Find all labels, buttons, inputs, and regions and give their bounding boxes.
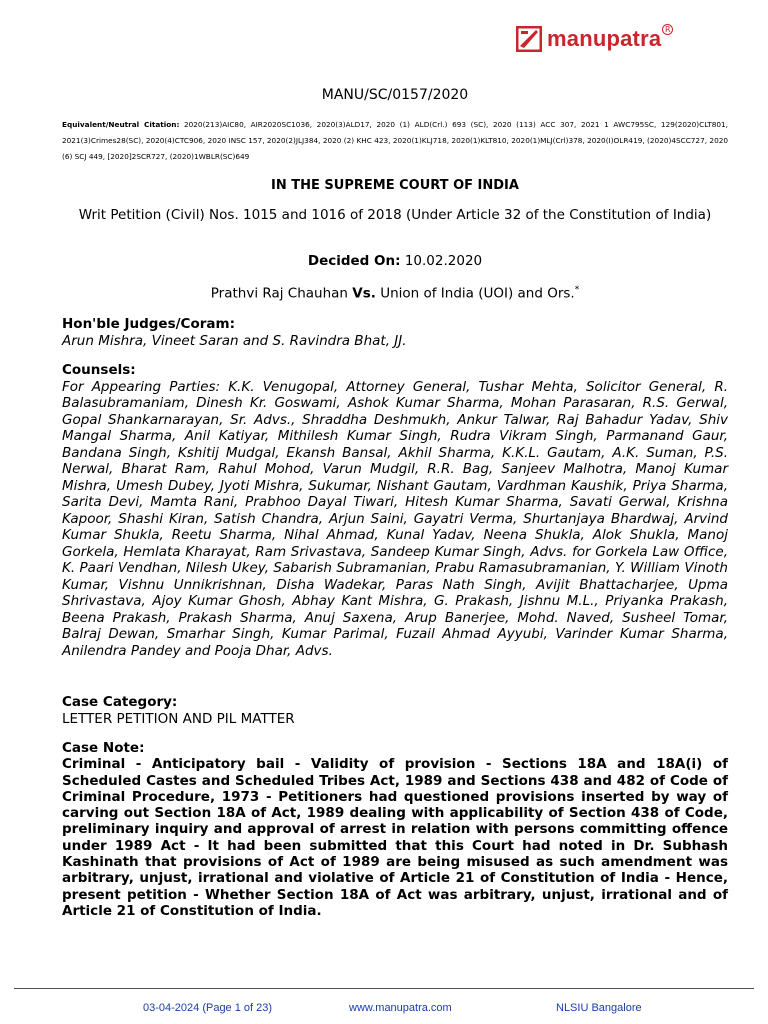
case-note-section [62,740,728,919]
case-parties [62,285,728,302]
footnote-mark: * [574,285,580,295]
court-name: IN THE SUPREME COURT OF INDIA [271,178,519,193]
decided-label: Decided On: [307,253,401,269]
footer-divider [14,988,754,989]
citation-label: Equivalent/Neutral Citation: [62,120,180,129]
judges-heading: Hon'ble Judges/Coram: [62,316,235,332]
citation-text: 2020(213)AIC80, AIR2020SC1036, 2020(3)ALD17, 2020 (1) ALD(Crl.) 693 (SC), 2020 (113) ACC 307, 2021 1 AWC795SC, 129(2020)CLT801, 2021(3)Crimes28(SC), 2020(4)CTC906, 2020 INSC 157, 2020(2)JLJ384, 2020 (2) KHC 423, 2020(1)KLJ718, 2020(1)KLT810, 2020(1)MLJ(Crl)378, 2020(I)OLR419, (2020)4SCC727, 2020 (6) SCJ 449, [2020]2SCR727, (2020)1WBLR(SC)649 [62,120,728,161]
petition-number: Writ Petition (Civil) Nos. 1015 and 1016 of 2018 (Under Article 32 of the Constitution of India) [78,207,712,223]
petitioner: Prathvi Raj Chauhan [210,285,348,302]
footer-website-link[interactable]: www.manupatra.com [349,1002,452,1014]
equivalent-citation [62,117,728,165]
manu-citation-id: MANU/SC/0157/2020 [321,87,469,103]
versus-label: Vs. [352,285,376,302]
category-heading: Case Category: [62,694,178,710]
registered-mark: R [662,24,673,35]
casenote-body: Criminal - Anticipatory bail - Validity of provision - Sections 18A and 18A(i) of Scheduled Castes and Scheduled Tribes Act, 1989 and Sections 438 and 482 of Code of Criminal Procedure, 1973 - Petitioners had questioned provisions inserted by way of carving out Section 18A of Act, 1989 dealing with applicability of Section 438 of Code, preliminary inquiry and approval of arrest in relation with persons committing offence under 1989 Act - It had been submitted that this Court had noted in Dr. Subhash Kashinath that provisions of Act of 1989 are being misused as such amendment was arbitrary, unjust, irrational and violative of Article 21 of Constitution of India - Hence, present petition - Whether Section 18A of Act was arbitrary, unjust, irrational and of Article 21 of Constitution of India. [62,756,728,919]
decided-on [62,253,728,269]
footer-date-page: 03-04-2024 (Page 1 of 23) [143,1002,273,1014]
judges-section [62,316,728,349]
footer-institution: NLSIU Bangalore [556,1002,642,1014]
brand-name: manupatra [547,26,662,51]
counsels-list: For Appearing Parties: K.K. Venugopal, Attorney General, Tushar Mehta, Solicitor General, R. Balasubramaniam, Dinesh Kr. Goswami, Ashok Kumar Sharma, Mohan Parasaran, R.S. Gerwal, Gopal Shankarnarayan, Sr. Advs., Shraddha Deshmukh, Ankur Talwar, Raj Bahadur Yadav, Shiv Mangal Sharma, Anil Katiyar, Mithilesh Kumar Singh, Rudra Vikram Singh, Parmanand Gaur, Bandana Singh, Kshitij Mudgal, Ekansh Bansal, Akhil Sharma, K.K.L. Gautam, A.K. Suman, P.S. Nerwal, Bharat Ram, Rahul Mohod, Varun Mudgil, R.R. Bag, Sanjeev Malhotra, Manoj Kumar Mishra, Umesh Dubey, Jyoti Mishra, Sukumar, Nishant Gautam, Vardhman Kaushik, Priya Sharma, Sarita Devi, Mamta Rani, Prabhoo Dayal Tiwari, Hitesh Kumar Sharma, Savati Gerwal, Krishna Kapoor, Shashi Kiran, Satish Chandra, Arjun Saini, Gayatri Verma, Shurtanjaya Bhardwaj, Arvind Kumar Shukla, Reetu Sharma, Nihal Ahmad, Kunal Yadav, Neena Shukla, Alok Shukla, Manoj Gorkela, Hemlata Kharayat, Ram Srivastava, Sandeep Kumar Singh, Advs. for Gorkela Law Office, K. Paari Vendhan, Nilesh Ukey, Sabarish Subramanian, Prabu Ramasubramanian, Y. William Vinoth Kumar, Vishnu Unnikrishnan, Disha Wadekar, Paras Nath Singh, Avijit Bhattacharjee, Upma Shrivastava, Ajoy Kumar Ghosh, Abhay Kant Mishra, G. Prakash, Jishnu M.L., Priyanka Prakash, Beena Prakash, Prakash Sharma, Anuj Saxena, Arup Banerjee, Mohd. Naved, Susheel Tomar, Balraj Dewan, Smarhar Singh, Kumar Parimal, Fuzail Ahmad Ayyubi, Varinder Kumar Sharma, Anilendra Pandey and Pooja Dhar, Advs. [62,378,728,659]
manupatra-logo [516,24,673,54]
respondent: Union of India (UOI) and Ors. [380,285,575,302]
judges-names: Arun Mishra, Vineet Saran and S. Ravindra Bhat, JJ. [62,332,407,349]
case-category-section [62,694,728,727]
counsels-section [62,362,728,659]
casenote-heading: Case Note: [62,740,145,756]
manupatra-logo-icon [516,26,542,52]
counsels-heading: Counsels: [62,362,136,378]
decided-date: 10.02.2020 [404,253,483,269]
category-value: LETTER PETITION AND PIL MATTER [62,710,295,727]
